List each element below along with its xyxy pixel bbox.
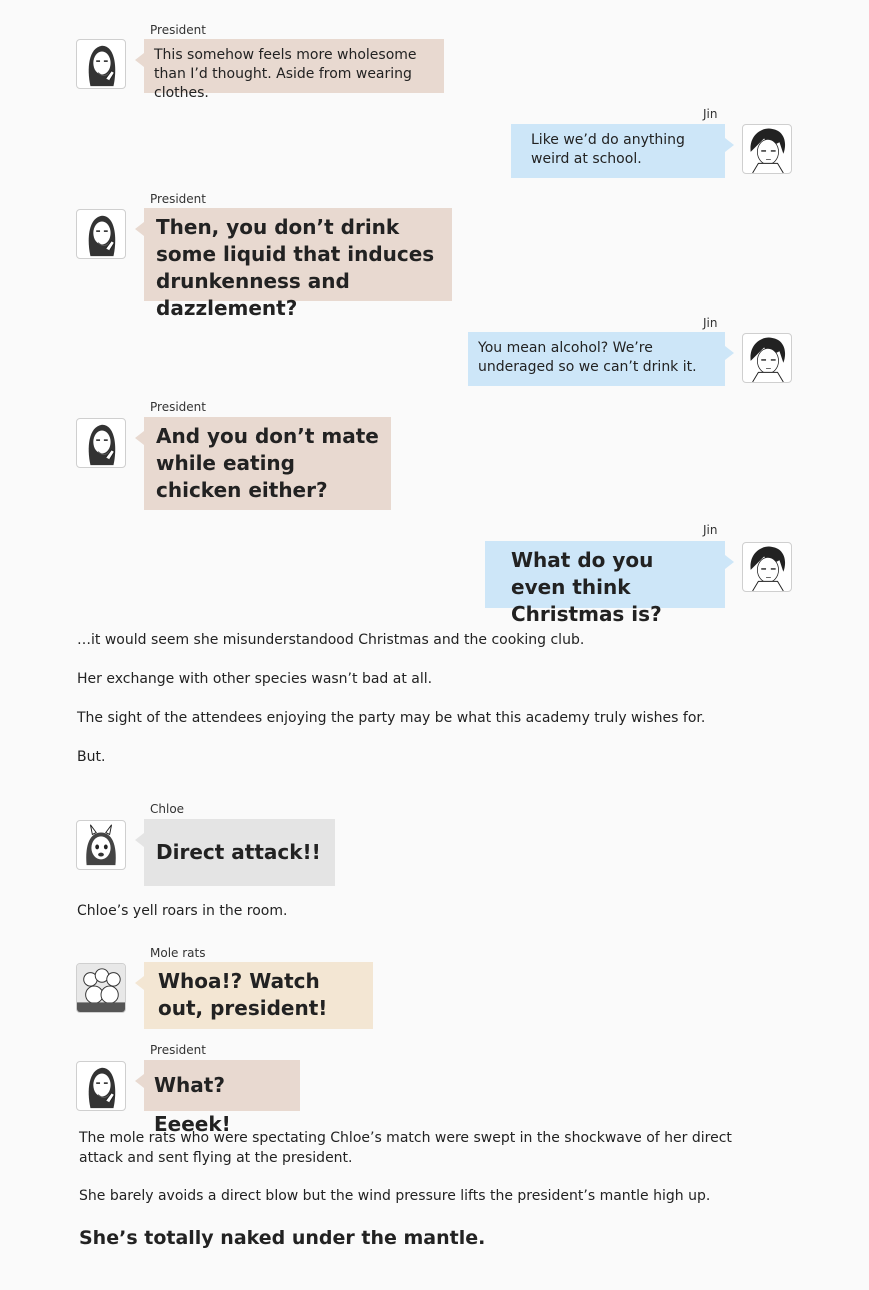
jin-avatar — [742, 333, 792, 383]
message-bubble: Direct attack!! — [144, 819, 335, 886]
message-bubble: And you don’t mate while eating chicken either? — [144, 417, 391, 510]
narration-line: But. — [77, 749, 106, 765]
speaker-name: President — [150, 192, 206, 206]
narration-line: She barely avoids a direct blow but the wind pressure lifts the president’s mantle high up. — [79, 1188, 711, 1204]
narration-line: Chloe’s yell roars in the room. — [77, 903, 288, 919]
message-bubble: Then, you don’t drink some liquid that induces drunkenness and dazzlement? — [144, 208, 452, 301]
message-bubble: Whoa!? Watch out, president! — [144, 962, 373, 1029]
mole-rats-avatar — [76, 963, 126, 1013]
jin-avatar — [742, 542, 792, 592]
narration-line: Her exchange with other species wasn’t bad at all. — [77, 671, 433, 687]
president-avatar — [76, 209, 126, 259]
speaker-name: President — [150, 23, 206, 37]
speaker-name: Mole rats — [150, 946, 206, 960]
speaker-name: President — [150, 400, 206, 414]
narration-line: …it would seem she misunderstandood Christmas and the cooking club. — [77, 632, 585, 648]
president-avatar — [76, 418, 126, 468]
president-avatar — [76, 39, 126, 89]
message-bubble: You mean alcohol? We’re underaged so we can’t drink it. — [468, 332, 725, 386]
president-avatar — [76, 1061, 126, 1111]
narration-line: The sight of the attendees enjoying the party may be what this academy truly wishes for. — [77, 710, 706, 726]
speaker-name: Chloe — [150, 802, 185, 816]
message-bubble: Like we’d do anything weird at school. — [511, 124, 725, 178]
narration-line: The mole rats who were spectating Chloe’s match were swept in the shockwave of her direct attack and sent flying at the president. — [79, 1130, 732, 1166]
message-bubble: This somehow feels more wholesome than I’d thought. Aside from wearing clothes. — [144, 39, 444, 93]
speaker-name: Jin — [703, 523, 718, 537]
speaker-name: Jin — [703, 107, 718, 121]
narration-emphasis: She’s totally naked under the mantle. — [79, 1227, 486, 1249]
speaker-name: Jin — [703, 316, 718, 330]
chloe-avatar — [76, 820, 126, 870]
message-bubble: What? Eeeek! — [144, 1060, 300, 1111]
message-bubble: What do you even think Christmas is? — [485, 541, 725, 608]
jin-avatar — [742, 124, 792, 174]
speaker-name: President — [150, 1043, 206, 1057]
